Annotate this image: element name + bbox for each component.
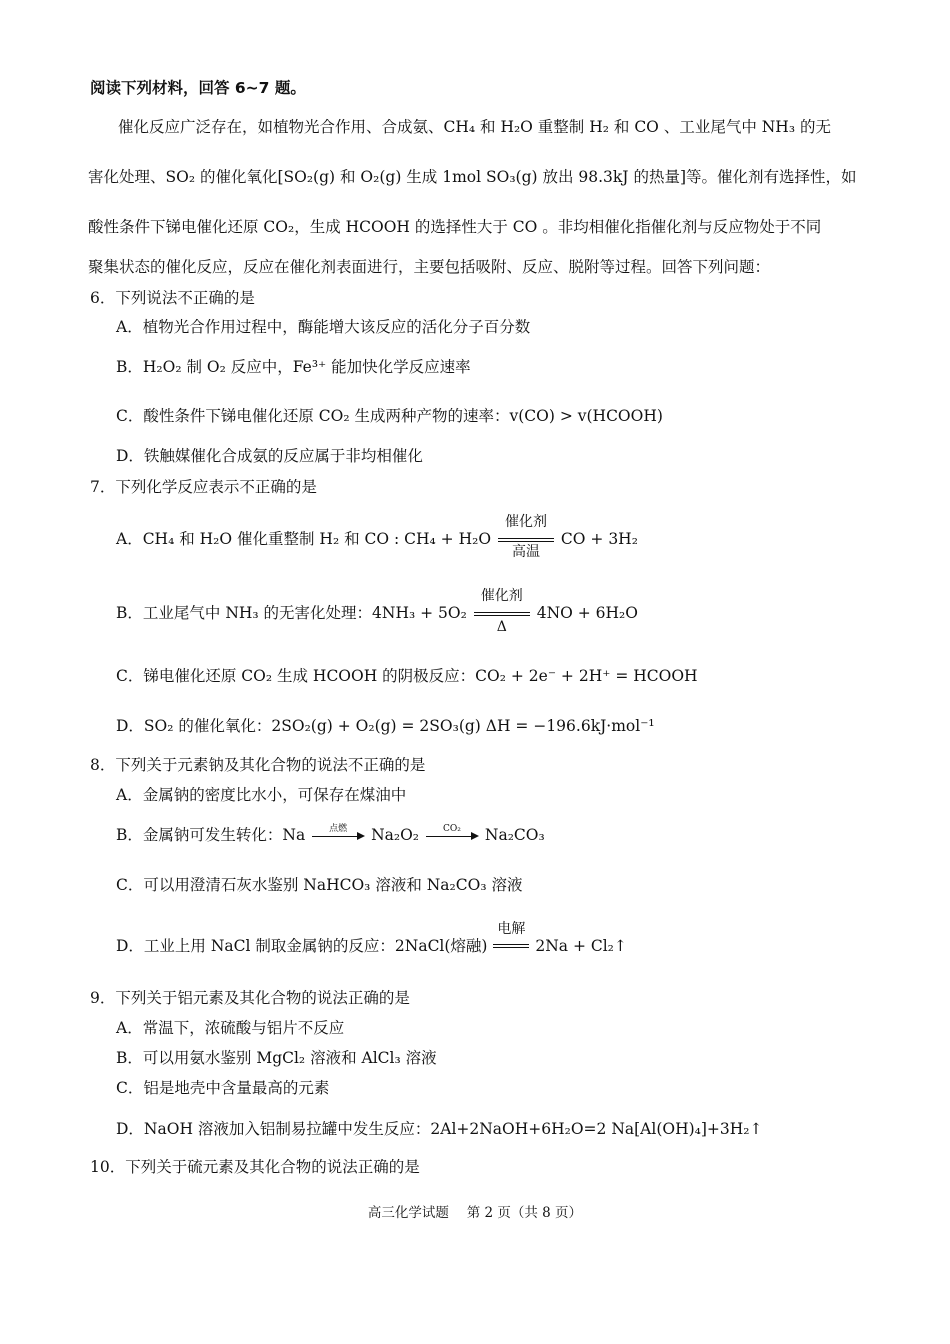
equals-line-bottom: [474, 615, 530, 616]
option-b-end: Na₂CO₃: [484, 826, 545, 844]
option-b-intermediate: Na₂O₂: [371, 826, 420, 844]
question-8-stem: 8．下列关于元素钠及其化合物的说法不正确的是: [90, 756, 426, 774]
material-line-4: 聚集状态的催化反应，反应在催化剂表面进行，主要包括吸附、反应、脱附等过程。回答下列问题：: [88, 258, 771, 276]
question-9-option-d: D．NaOH 溶液加入铝制易拉罐中发生反应：2Al+2NaOH+6H₂O=2 Na[Al(OH)₄]+3H₂↑: [116, 1120, 763, 1138]
material-line-3: 酸性条件下锑电催化还原 CO₂，生成 HCOOH 的选择性大于 CO 。非均相催化指催化剂与反应物处于不同: [88, 218, 822, 236]
question-10-stem: 10．下列关于硫元素及其化合物的说法正确的是: [90, 1158, 420, 1176]
page-footer: 高三化学试题 第 2 页（共 8 页）: [367, 1205, 583, 1221]
arrow-shaft: [312, 836, 360, 837]
arrow-head-icon: [471, 832, 479, 840]
option-d-products: 2Na + Cl₂↑: [535, 937, 627, 955]
arrow-label-co2: CO₂: [443, 824, 461, 834]
question-8-option-d: [116, 921, 627, 956]
question-7-option-d: D．SO₂ 的催化氧化：2SO₂(g) + O₂(g) = 2SO₃(g) ΔH = −196.6kJ·mol⁻¹: [116, 717, 655, 735]
question-6-option-c: C．酸性条件下锑电催化还原 CO₂ 生成两种产物的速率：v(CO) > v(HCOOH): [116, 407, 663, 425]
condition-heat: Δ: [496, 619, 507, 635]
question-9-option-c: C．铝是地壳中含量最高的元素: [116, 1079, 330, 1097]
equals-line-top: [493, 944, 529, 945]
condition-high-temp: 高温: [511, 544, 540, 560]
question-9-stem: 9．下列关于铝元素及其化合物的说法正确的是: [90, 989, 410, 1007]
option-a-reactants: A．CH₄ 和 H₂O 催化重整制 H₂ 和 CO : CH₄ + H₂O: [116, 530, 492, 548]
question-6-option-b: B．H₂O₂ 制 O₂ 反应中，Fe³⁺ 能加快化学反应速率: [116, 358, 471, 376]
question-7-option-a: [116, 514, 638, 560]
question-8-option-a: A．金属钠的密度比水小，可保存在煤油中: [116, 786, 407, 804]
reaction-condition: [496, 514, 556, 560]
option-b-products: 4NO + 6H₂O: [536, 604, 638, 622]
question-9-option-a: A．常温下，浓硫酸与铝片不反应: [116, 1019, 345, 1037]
option-b-reactants: B．工业尾气中 NH₃ 的无害化处理：4NH₃ + 5O₂: [116, 604, 467, 622]
question-7-stem: 7．下列化学反应表示不正确的是: [90, 478, 317, 496]
arrow-label-ignite: 点燃: [329, 824, 348, 834]
option-a-products: CO + 3H₂: [560, 530, 638, 548]
condition-electrolysis: 电解: [497, 921, 526, 937]
question-7-option-c: C．锑电催化还原 CO₂ 生成 HCOOH 的阴极反应：CO₂ + 2e⁻ + 2H⁺ = HCOOH: [116, 667, 698, 685]
question-6-option-d: D．铁触媒催化合成氨的反应属于非均相催化: [116, 447, 423, 465]
question-9-option-b: B．可以用氨水鉴别 MgCl₂ 溶液和 AlCl₃ 溶液: [116, 1049, 437, 1067]
reaction-condition: [492, 921, 530, 956]
question-8-option-c: C．可以用澄清石灰水鉴别 NaHCO₃ 溶液和 Na₂CO₃ 溶液: [116, 876, 523, 894]
arrow-ignite: [310, 825, 366, 845]
reaction-condition: [472, 588, 532, 635]
question-8-option-b: [116, 825, 545, 845]
equals-line-top: [498, 538, 554, 539]
material-line-1: 催化反应广泛存在，如植物光合作用、合成氨、CH₄ 和 H₂O 重整制 H₂ 和 CO 、工业尾气中 NH₃ 的无: [118, 118, 831, 136]
equals-line-top: [474, 612, 530, 613]
option-d-reactants: D．工业上用 NaCl 制取金属钠的反应：2NaCl(熔融): [116, 937, 488, 955]
reading-header: 阅读下列材料，回答 6~7 题。: [90, 79, 306, 97]
condition-catalyst: 催化剂: [504, 514, 547, 530]
question-6-stem: 6．下列说法不正确的是: [90, 289, 255, 307]
arrow-head-icon: [357, 832, 365, 840]
condition-catalyst: 催化剂: [480, 588, 523, 604]
material-line-2: 害化处理、SO₂ 的催化氧化[SO₂(g) 和 O₂(g) 生成 1mol SO₃(g) 放出 98.3kJ 的热量]等。催化剂有选择性，如: [88, 168, 857, 186]
arrow-shaft: [426, 836, 474, 837]
arrow-co2: [424, 825, 480, 845]
equals-line-bottom: [493, 947, 529, 948]
option-b-start: B．金属钠可发生转化：Na: [116, 826, 306, 844]
question-7-option-b: [116, 588, 638, 635]
question-6-option-a: A．植物光合作用过程中，酶能增大该反应的活化分子百分数: [116, 318, 531, 336]
